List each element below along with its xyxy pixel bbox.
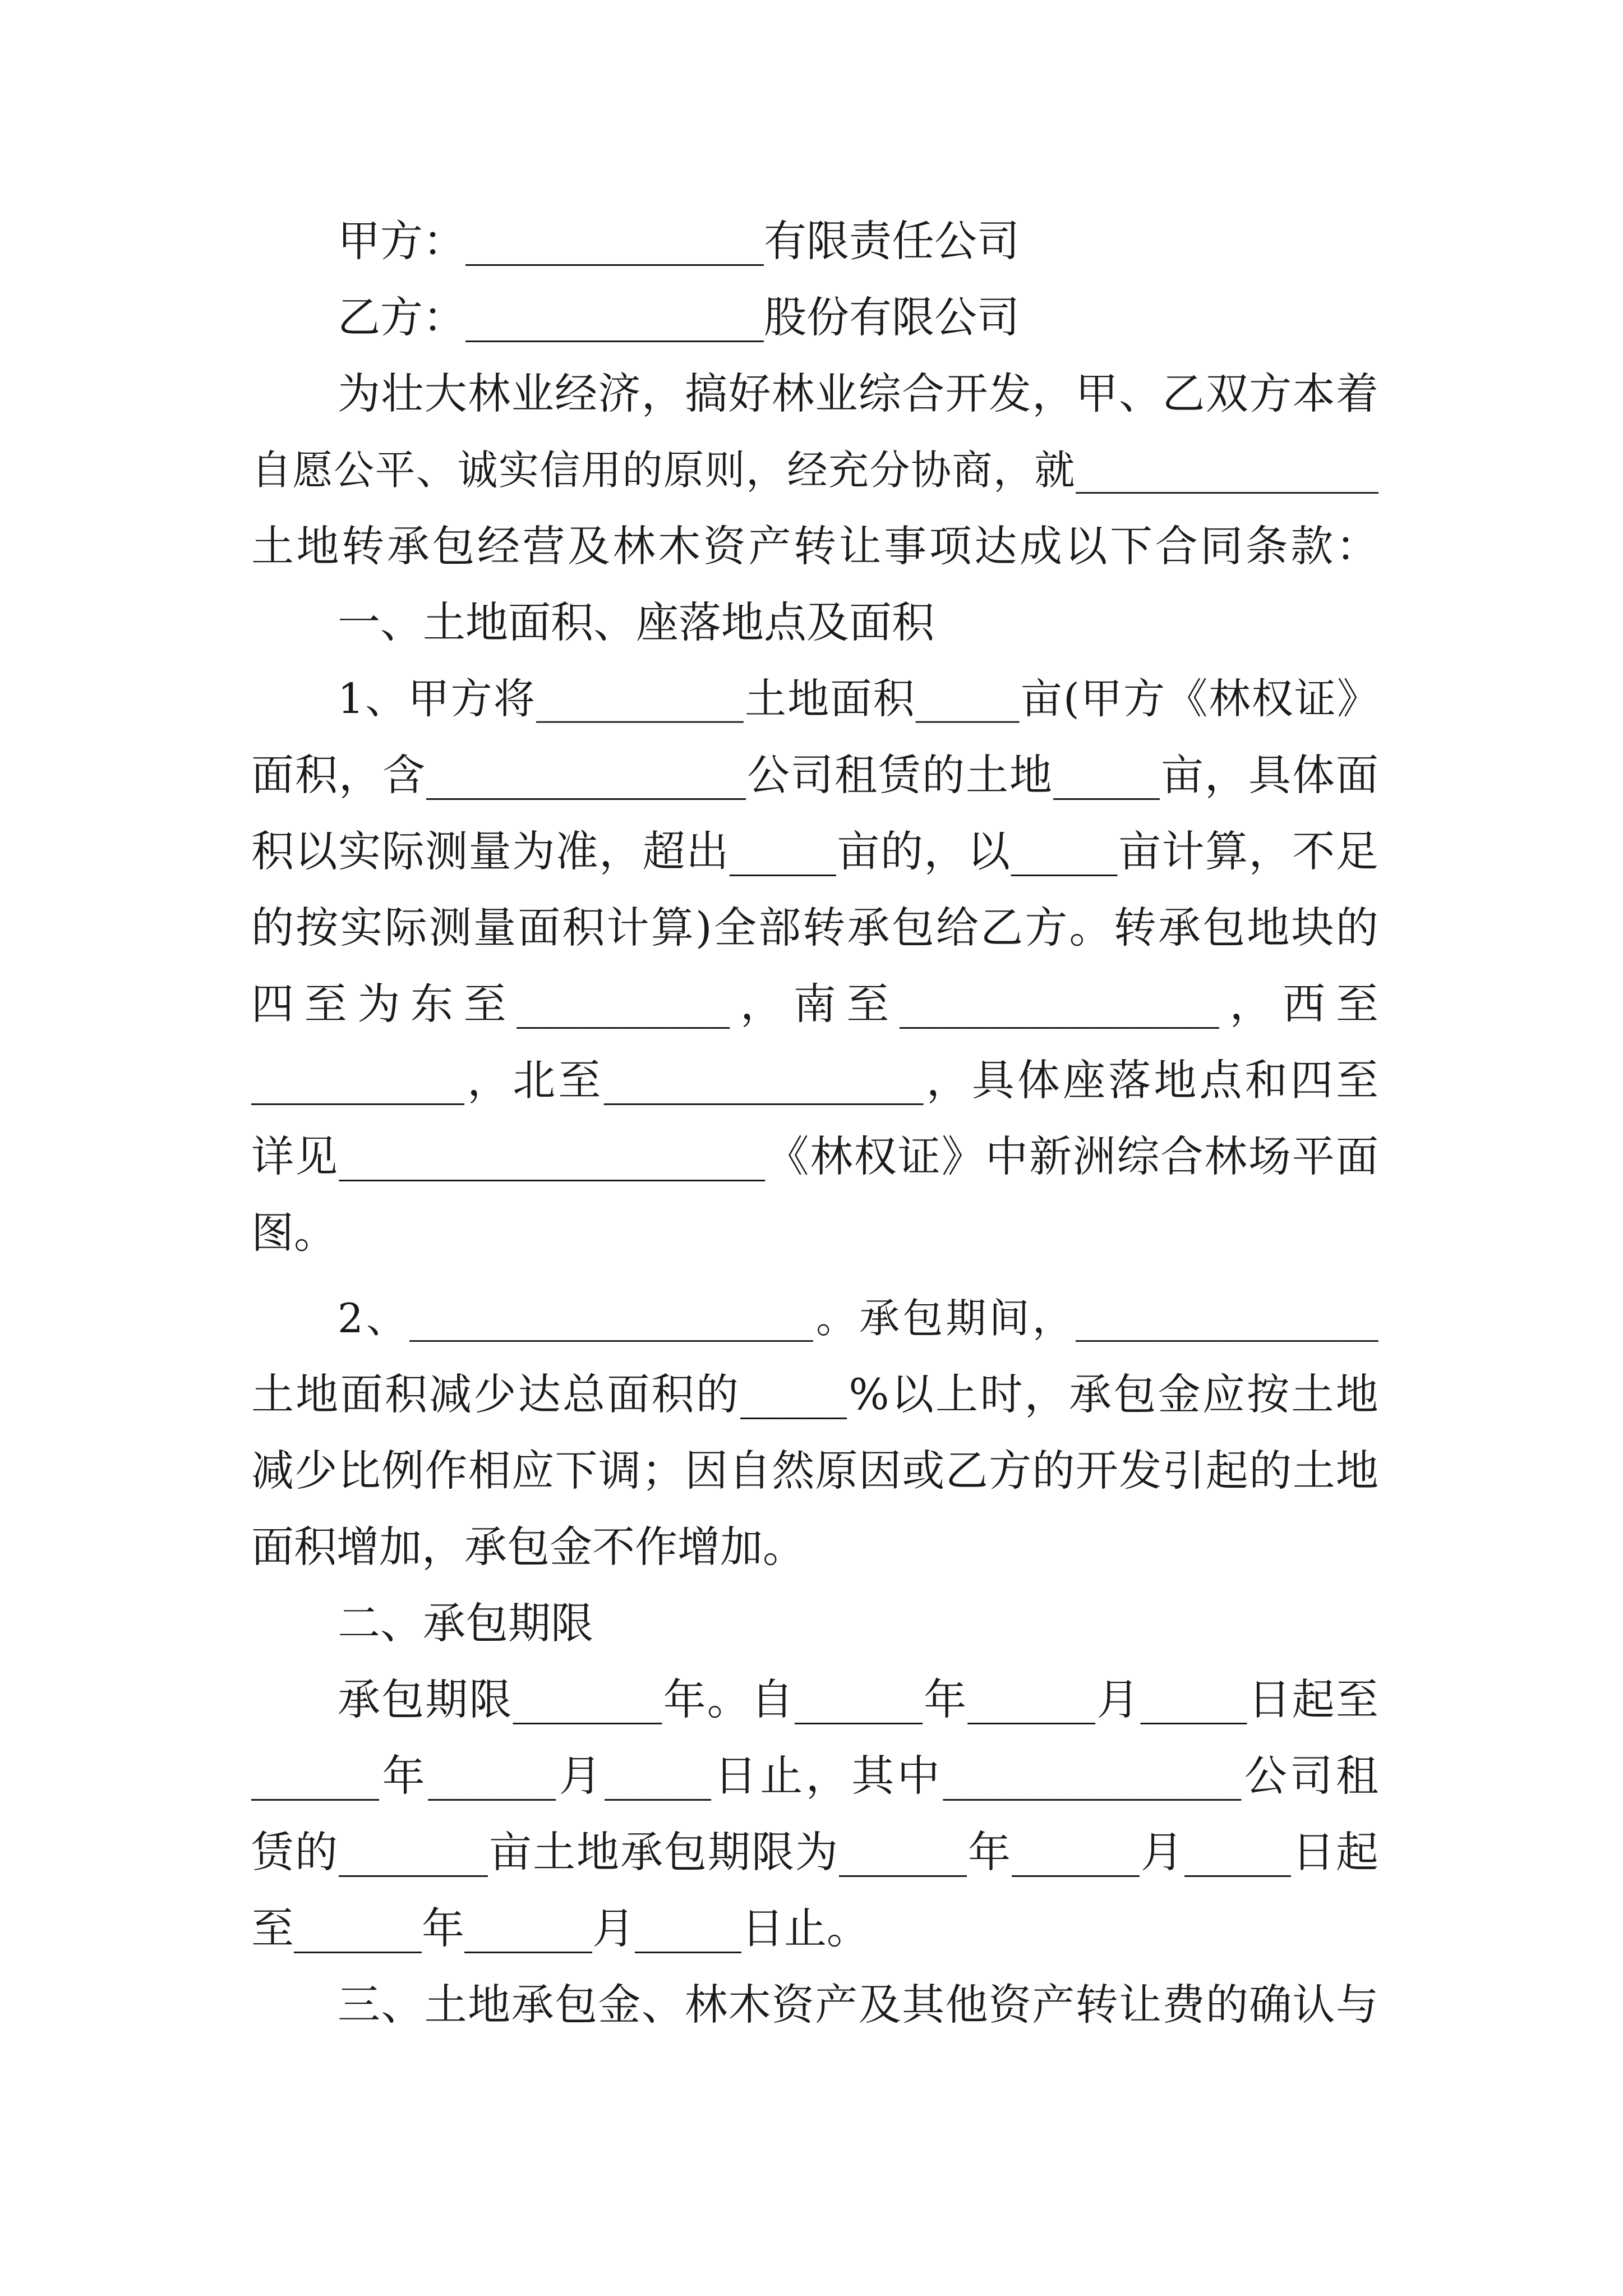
clause-1-line-2: 面 积 ， 含 _______________ 公 司 租 赁 的 土 地 _____ 亩 ， 具 体 面 [251,750,1378,800]
clause-2-line-2: 土 地 面 积 减 少 达 总 面 积 的 _____ % 以 上 时 ， 承 包 金 应 按 土 地 [251,1369,1378,1419]
clause-1-line-5: 四 至 为 东 至 __________ ， 南 至 _______________ ， 西 至 [251,979,1378,1029]
clause-1-line-6: __________ ， 北 至 _______________ ， 具 体 座 落 地 点 和 四 至 [251,1055,1378,1105]
section-2-heading: 二、承包期限 [338,1598,593,1648]
party-b-line: 乙方：______________股份有限公司 [338,292,1020,342]
clause-1-line-4: 的 按 实 际 测 量 面 积 计 算 ) 全 部 转 承 包 给 乙 方 。 转 承 包 地 块 的 [251,903,1378,953]
clause-2-line-4: 面积增加，承包金不作增加。 [251,1522,805,1572]
clause-1-line-8: 图。 [251,1208,336,1258]
clause-1-line-1: 1 、 甲 方 将 __________ 土 地 面 积 _____ 亩 ( 甲 方 《 林 权 证 》 [338,675,1378,723]
clause-1-line-7: 详 见 ____________________ 《 林 权 证 》 中 新 洲 综 合 林 场 平 面 [251,1131,1378,1181]
term-line-4: 至______年______月_____日止。 [251,1903,869,1953]
clause-2-line-3: 减 少 比 例 作 相 应 下 调 ； 因 自 然 原 因 或 乙 方 的 开 发 引 起 的 土 地 [251,1446,1378,1496]
term-line-3: 赁 的 _______ 亩 土 地 承 包 期 限 为 ______ 年 ______ 月 _____ 日 起 [251,1827,1378,1877]
party-a-line: 甲方：______________有限责任公司 [338,216,1020,266]
section-3-heading: 三 、 土 地 承 包 金 、 林 木 资 产 及 其 他 资 产 转 让 费 的 确 认 与 [338,1980,1378,2030]
term-line-1: 承 包 期 限 _______ 年 。 自 ______ 年 ______ 月 _____ 日 起 至 [338,1674,1378,1724]
section-1-heading: 一、土地面积、座落地点及面积 [338,597,934,647]
clause-1-line-3: 积 以 实 际 测 量 为 准 ， 超 出 _____ 亩 的 ， 以 _____ 亩 计 算 ， 不 足 [251,826,1378,876]
preamble-line-2: 自 愿 公 平 、 诚 实 信 用 的 原 则 ， 经 充 分 协 商 ， 就 _______________ [251,447,1378,494]
preamble-line-3: 土 地 转 承 包 经 营 及 林 木 资 产 转 让 事 项 达 成 以 下 合 同 条 款 ： [251,521,1378,571]
clause-2-line-1: 2 、 ____________________ 。 承 包 期 间 ， _______________ [338,1295,1378,1342]
term-line-2: ______ 年 ______ 月 _____ 日 止 ， 其 中 ______________ 公 司 租 [251,1751,1378,1801]
preamble-line-1: 为 壮 大 林 业 经 济 ， 搞 好 林 业 综 合 开 发 ， 甲 、 乙 双 方 本 着 [338,369,1378,418]
